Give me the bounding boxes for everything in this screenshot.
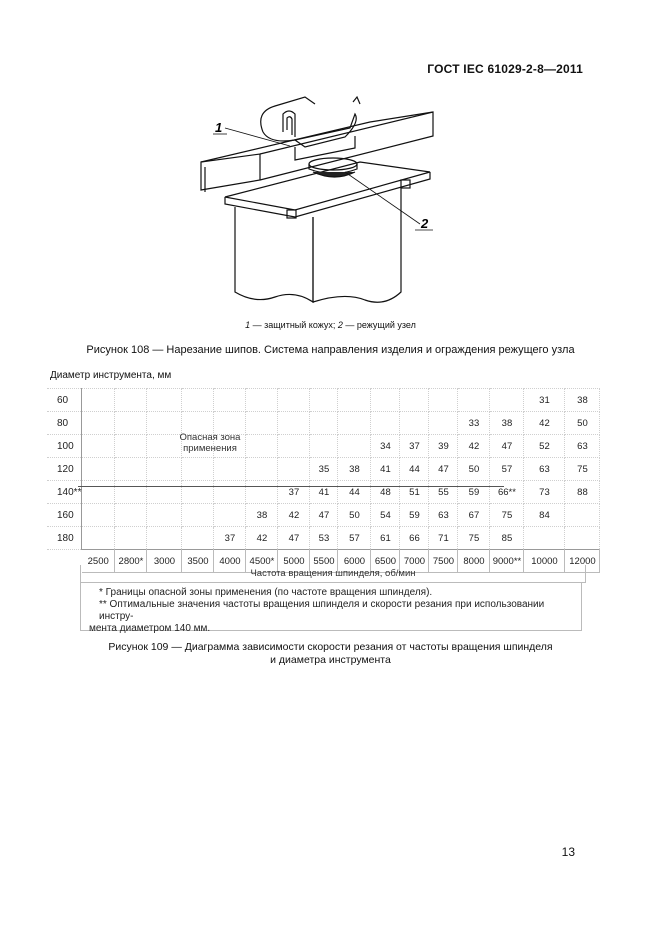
table-cell [310, 389, 338, 412]
table-cell: 37 [278, 481, 310, 504]
table-cell: 48 [371, 481, 400, 504]
document-header: ГОСТ IEC 61029-2-8—2011 [427, 62, 583, 76]
table-cell: 75 [565, 458, 600, 481]
table-cell [214, 458, 246, 481]
table-cell: 41 [310, 481, 338, 504]
figure-109-caption-line-2: и диаметра инструмента [270, 654, 391, 666]
table-cell: 44 [338, 481, 371, 504]
callout-1: 1 [215, 120, 223, 135]
table-cell: 35 [310, 458, 338, 481]
table-cell: 59 [400, 504, 429, 527]
table-cell: 63 [565, 435, 600, 458]
table-cell: 47 [490, 435, 524, 458]
callout-2: 2 [421, 216, 429, 231]
tenoning-machine-drawing [195, 92, 445, 307]
table-cell: 38 [338, 458, 371, 481]
table-cell [310, 435, 338, 458]
x-tick-label: 6000 [338, 550, 371, 573]
table-cell [278, 389, 310, 412]
table-cell [115, 389, 147, 412]
optimal-diameter-line [78, 486, 504, 487]
x-tick-label: 12000 [565, 550, 600, 573]
table-cell: 47 [278, 527, 310, 550]
table-cell [214, 481, 246, 504]
table-cell: 37 [214, 527, 246, 550]
table-cell: 71 [429, 527, 458, 550]
table-cell [147, 527, 182, 550]
table-row [47, 412, 600, 435]
table-row [47, 481, 600, 504]
table-cell: 42 [524, 412, 565, 435]
table-cell [371, 412, 400, 435]
table-cell [182, 504, 214, 527]
table-cell [371, 389, 400, 412]
table-cell [182, 481, 214, 504]
table-row [47, 527, 600, 550]
table-cell: 59 [458, 481, 490, 504]
table-cell [338, 389, 371, 412]
table-cell: 88 [565, 481, 600, 504]
table-row [47, 389, 600, 412]
table-cell [147, 458, 182, 481]
table-cell [278, 458, 310, 481]
table-cell [278, 435, 310, 458]
table-cell [400, 389, 429, 412]
table-cell [115, 412, 147, 435]
x-tick-label: 10000 [524, 550, 565, 573]
table-cell: 33 [458, 412, 490, 435]
figure-legend [0, 320, 661, 330]
page-number: 13 [561, 845, 575, 859]
table-cell [82, 527, 115, 550]
table-cell: 75 [490, 504, 524, 527]
table-cell: 31 [524, 389, 565, 412]
legend-text-2: — режущий узел [342, 320, 416, 330]
table-cell [82, 412, 115, 435]
table-cell [82, 435, 115, 458]
table-cell: 41 [371, 458, 400, 481]
table-cell [310, 412, 338, 435]
table-cell: 38 [246, 504, 278, 527]
x-tick-label: 3000 [147, 550, 182, 573]
note-3: мента диаметром 140 мм. [89, 623, 211, 634]
table-cell: 38 [565, 389, 600, 412]
cutting-speed-table [47, 388, 600, 573]
table-cell [565, 527, 600, 550]
table-cell: 47 [429, 458, 458, 481]
table-cell: 44 [400, 458, 429, 481]
table-cell: 63 [524, 458, 565, 481]
table-cell [524, 527, 565, 550]
table-cell [147, 389, 182, 412]
table-cell: 34 [371, 435, 400, 458]
x-tick-label: 9000** [490, 550, 524, 573]
table-cell [115, 504, 147, 527]
table-cell [182, 458, 214, 481]
table-cell: 50 [338, 504, 371, 527]
x-tick-label: 8000 [458, 550, 490, 573]
table-cell [565, 504, 600, 527]
danger-zone-label [165, 432, 255, 454]
table-cell [338, 435, 371, 458]
table-cell: 61 [371, 527, 400, 550]
table-cell [338, 412, 371, 435]
table-cell: 54 [371, 504, 400, 527]
table-cell: 57 [490, 458, 524, 481]
table-cell: 53 [310, 527, 338, 550]
table-cell: 37 [400, 435, 429, 458]
table-cell: 38 [490, 412, 524, 435]
x-axis-title: Частота вращения шпинделя, об/мин [80, 565, 586, 583]
x-tick-label: 5500 [310, 550, 338, 573]
legend-num-2: 2 [337, 320, 343, 330]
table-cell [278, 412, 310, 435]
x-tick-label: 4500* [246, 550, 278, 573]
x-tick-label: 6500 [371, 550, 400, 573]
table-row [47, 435, 600, 458]
table-notes [80, 583, 582, 634]
table-cell: 42 [246, 527, 278, 550]
table-cell [115, 458, 147, 481]
legend-text-1: — защитный кожух; [250, 320, 338, 330]
x-tick-label: 5000 [278, 550, 310, 573]
table-cell: 73 [524, 481, 565, 504]
table-row [47, 458, 600, 481]
x-tick-label: 7500 [429, 550, 458, 573]
x-tick-label: 2800* [115, 550, 147, 573]
legend-num-1: 1 [245, 320, 251, 330]
zone-label-line-2: применения [183, 443, 237, 454]
table-cell [246, 389, 278, 412]
table-cell [115, 527, 147, 550]
table-cell: 63 [429, 504, 458, 527]
table-cell [429, 412, 458, 435]
row-label: 60 [47, 389, 82, 412]
table-cell: 42 [458, 435, 490, 458]
table-cell: 42 [278, 504, 310, 527]
table-cell [115, 435, 147, 458]
note-2: ** Оптимальные значения частоты вращения шпинделя и скорости резания при использовании инстру- [99, 599, 545, 622]
x-tick-label: 7000 [400, 550, 429, 573]
x-tick-label: 4000 [214, 550, 246, 573]
table-cell [82, 389, 115, 412]
table-cell [458, 389, 490, 412]
table-cell: 50 [458, 458, 490, 481]
table-cell: 47 [310, 504, 338, 527]
table-cell [214, 389, 246, 412]
y-axis-title: Диаметр инструмента, мм [50, 370, 172, 381]
x-tick-label: 2500 [82, 550, 115, 573]
table-cell [400, 412, 429, 435]
x-tick-label: 3500 [182, 550, 214, 573]
figure-108-caption: Рисунок 108 — Нарезание шипов. Система направления изделия и ограждения режущего узла [86, 344, 575, 356]
table-cell [182, 389, 214, 412]
table-cell [82, 504, 115, 527]
row-label: 160 [47, 504, 82, 527]
table-cell: 75 [458, 527, 490, 550]
table-cell: 84 [524, 504, 565, 527]
table-cell: 66** [490, 481, 524, 504]
table-cell: 66 [400, 527, 429, 550]
table-cell: 55 [429, 481, 458, 504]
table-cell [490, 389, 524, 412]
note-1: * Границы опасной зоны применения (по частоте вращения шпинделя). [99, 587, 433, 598]
table-cell: 50 [565, 412, 600, 435]
zone-label-line-1: Опасная зона [179, 432, 241, 443]
table-cell [246, 458, 278, 481]
table-cell [82, 481, 115, 504]
table-cell [429, 389, 458, 412]
table-cell: 85 [490, 527, 524, 550]
table-row [47, 504, 600, 527]
table-cell [115, 481, 147, 504]
row-label: 180 [47, 527, 82, 550]
table-cell: 39 [429, 435, 458, 458]
row-label: 120 [47, 458, 82, 481]
table-cell: 51 [400, 481, 429, 504]
figure-109-caption-line-1: Рисунок 109 — Диаграмма зависимости скорости резания от частоты вращения шпинделя [108, 641, 553, 653]
table-cell [214, 504, 246, 527]
figure-109-caption [0, 641, 661, 667]
table-cell: 52 [524, 435, 565, 458]
row-label: 80 [47, 412, 82, 435]
corner-cell [47, 550, 82, 573]
table-cell [182, 527, 214, 550]
row-label: 100 [47, 435, 82, 458]
row-label: 140** [47, 481, 82, 504]
table-cell [147, 504, 182, 527]
table-cell [246, 481, 278, 504]
table-cell: 67 [458, 504, 490, 527]
table-cell: 57 [338, 527, 371, 550]
table-cell [147, 481, 182, 504]
table-cell [82, 458, 115, 481]
